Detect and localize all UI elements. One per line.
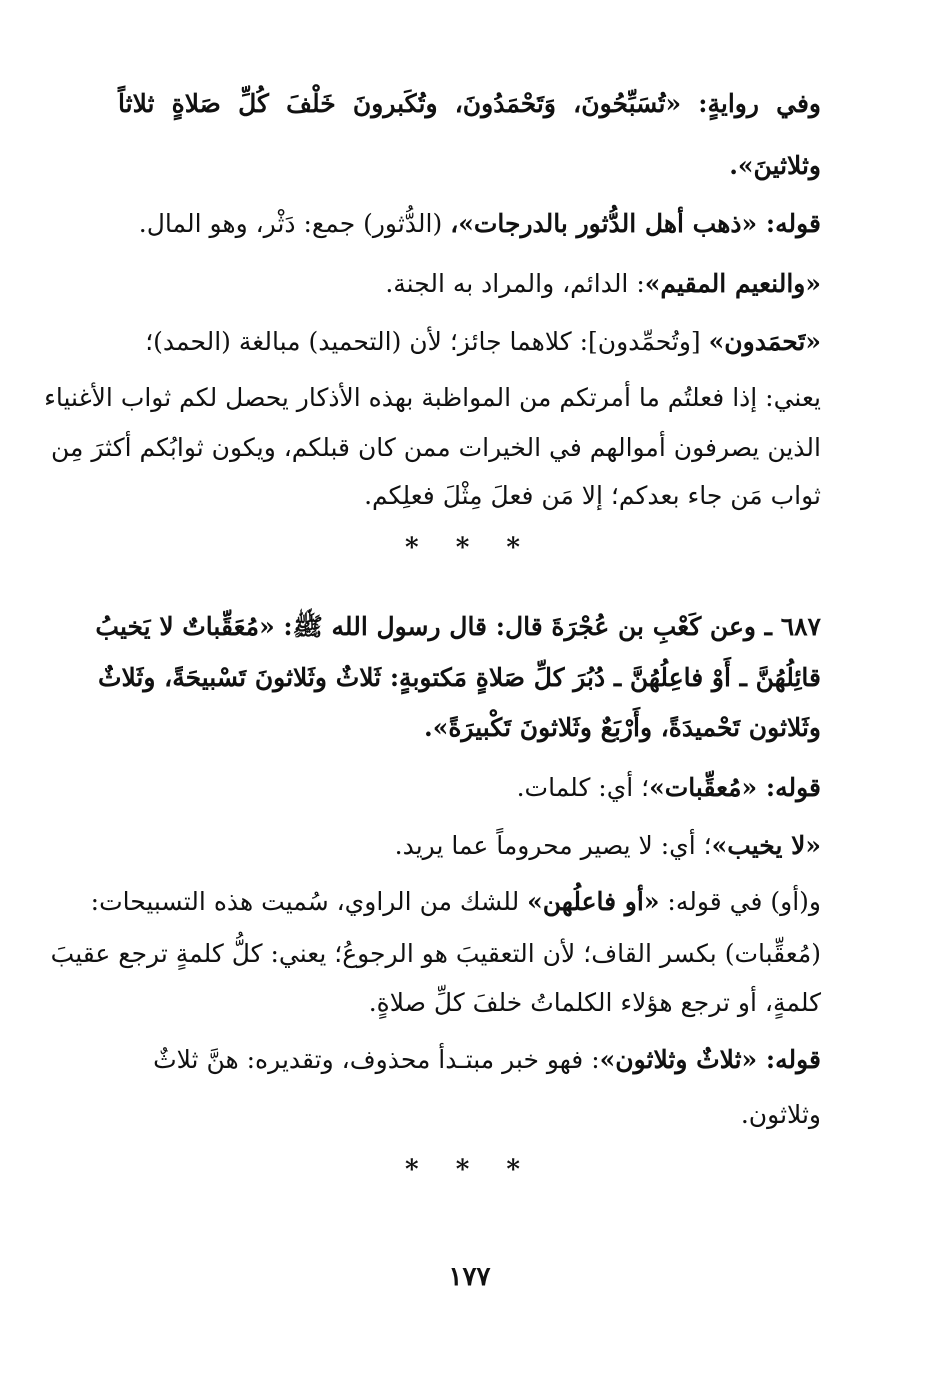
plain-phrase: [وتُحمِّدون]: كلاهما جائز؛ لأن (التحميد) مبالغة (الحمد)؛: [145, 327, 709, 356]
text-line: (مُعقِّبات) بكسر القاف؛ لأن التعقيبَ هو الرجوعُ؛ يعني: كلُّ كلمةٍ ترجع عقيبَ: [50, 939, 821, 968]
text-line: [118, 264, 821, 304]
page-number: ١٧٧: [448, 1262, 491, 1292]
text-line: [118, 1040, 821, 1080]
text-line: يعني: إذا فعلتُم ما أمرتكم من المواظبة بهذه الأذكار يحصل لكم ثواب الأغنياء: [44, 383, 821, 412]
text-line: [118, 826, 821, 866]
plain-phrase: (الدُّثور) جمع: دَثْر، وهو المال.: [138, 209, 451, 238]
text-line: [118, 768, 821, 808]
section-separator: * * *: [405, 533, 534, 563]
section-separator: * * *: [405, 1155, 534, 1185]
text-line: ٦٨٧ ـ وعن كَعْبِ بن عُجْرَةَ قال: قال رسول الله ﷺ: «مُعَقِّباتٌ لا يَخيبُ: [95, 612, 821, 641]
bold-phrase: قوله: «ثلاثٌ وثلاثون»: [599, 1045, 821, 1074]
text-line: كلمةٍ، أو ترجع هؤلاء الكلماتُ خلفَ كلِّ صلاةٍ.: [368, 988, 821, 1017]
plain-phrase: ؛ أي: لا يصير محروماً عما يريد.: [394, 831, 712, 860]
bold-phrase: قوله: «مُعقِّبات»: [649, 773, 821, 802]
text-line: ثواب مَن جاء بعدكم؛ إلا مَن فعلَ مِثْلَ فعلِكم.: [364, 481, 821, 510]
plain-phrase: للشك من الراوي، سُميت هذه التسبيحات:: [90, 887, 528, 916]
text-line: وثلاثون.: [740, 1100, 821, 1129]
plain-phrase: و(أو) في قوله:: [659, 887, 821, 916]
text-line: [118, 322, 821, 362]
text-line: الذين يصرفون أموالهم في الخيرات ممن كان قبلكم، ويكون ثوابُكم أكثرَ مِن: [50, 433, 821, 462]
bold-phrase: قوله: «ذهب أهل الدُّثور بالدرجات»،: [450, 209, 821, 238]
bold-phrase: «تَحمَدون»: [708, 327, 821, 356]
bold-phrase: «أو فاعلُهن»: [527, 887, 660, 916]
text-line: وثلاثينَ».: [729, 151, 821, 180]
text-line: وثَلاثون تَحْميدَةً، وأَرْبَعٌ وثَلاثونَ تَكْبيرَةً».: [424, 713, 821, 742]
text-line: قائِلُهُنَّ ـ أَوْ فاعِلُهُنَّ ـ دُبُرَ كلِّ صَلاةٍ مَكتوبةٍ: ثَلاثٌ وثَلاثونَ تَسْبيحَةً، وثَلاثٌ: [97, 663, 821, 692]
text-line: [90, 882, 821, 922]
text-line: [118, 204, 821, 244]
plain-phrase: : الدائم، والمراد به الجنة.: [385, 269, 645, 298]
text-line: وفي روايةٍ: «تُسَبِّحُونَ، وَتَحْمَدُونَ، وتُكَبرونَ خَلْفَ كُلِّ صَلاةٍ ثلاثاً: [118, 89, 821, 118]
bold-phrase: «لا يخيب»: [711, 831, 821, 860]
plain-phrase: : فهو خبر مبتـدأ محذوف، وتقديره: هنَّ ثلاثٌ: [153, 1045, 600, 1074]
plain-phrase: ؛ أي: كلمات.: [516, 773, 650, 802]
bold-phrase: «والنعيم المقيم»: [644, 269, 821, 298]
